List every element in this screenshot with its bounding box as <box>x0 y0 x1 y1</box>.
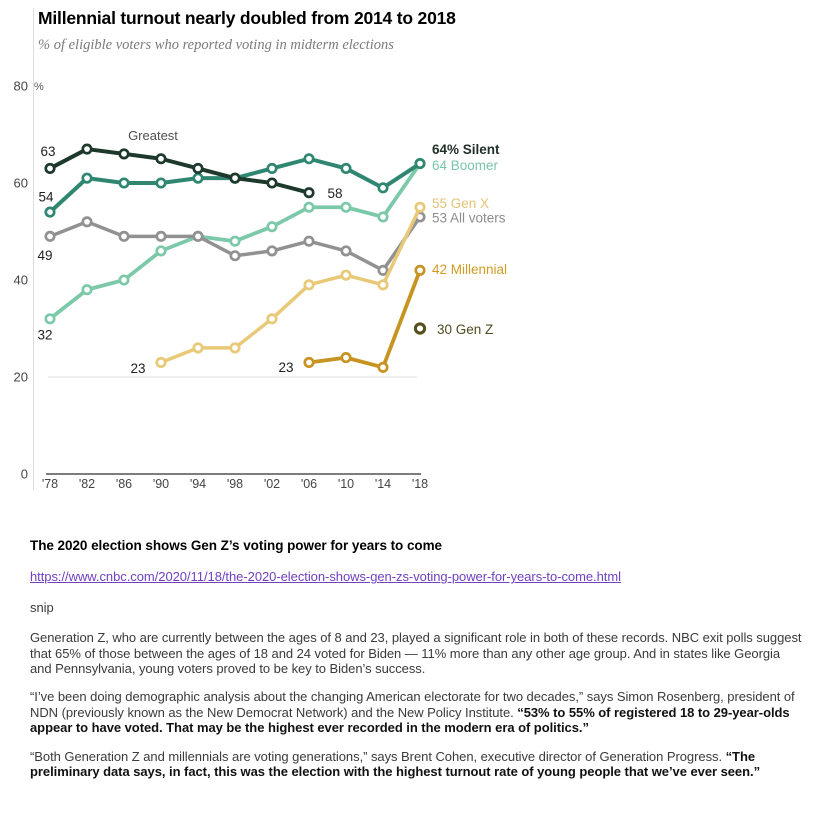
data-point-silent <box>342 164 350 172</box>
data-point-gen-z <box>415 324 424 333</box>
data-point-boomer <box>231 237 239 245</box>
x-tick-label: '98 <box>226 477 244 491</box>
data-point-gen-x <box>305 281 313 289</box>
legend-label-gen-x: 55 Gen X <box>432 195 490 211</box>
data-point-boomer <box>379 213 387 221</box>
data-point-silent <box>379 184 387 192</box>
data-point-silent <box>157 179 165 187</box>
legend-label-gen-z: 30 Gen Z <box>437 322 494 337</box>
data-point-silent <box>268 164 276 172</box>
article-paragraph-2 <box>30 689 802 735</box>
data-point-boomer <box>268 222 276 230</box>
data-point-millennial <box>342 353 350 361</box>
article-paragraph-3 <box>30 749 802 780</box>
y-tick-label: 40 <box>13 272 28 288</box>
x-tick-label: '94 <box>189 477 207 491</box>
value-label-all-voters: 49 <box>37 247 53 263</box>
x-tick-label: '78 <box>41 477 59 491</box>
data-point-all-voters <box>268 247 276 255</box>
x-tick-label: '90 <box>152 477 170 491</box>
x-tick-label: '06 <box>300 477 318 491</box>
data-point-greatest <box>120 150 128 158</box>
legend-label-boomer: 64 Boomer <box>432 158 499 174</box>
data-point-all-voters <box>157 232 165 240</box>
data-point-gen-x <box>416 203 424 211</box>
series-millennial <box>278 262 507 375</box>
data-point-gen-x <box>194 344 202 352</box>
data-point-all-voters <box>120 232 128 240</box>
value-label-millennial: 23 <box>278 359 294 375</box>
data-point-boomer <box>157 247 165 255</box>
series-annotation-greatest: Greatest <box>128 128 178 143</box>
article-heading: The 2020 election shows Gen Z’s voting power for years to come <box>30 538 443 553</box>
data-point-boomer <box>83 286 91 294</box>
article-paragraph-1: Generation Z, who are currently between the ages of 8 and 23, played a significant role in both of these records. NBC exit polls suggest that 65% of those between the ages of 18 and 24 voted for Biden — 11% more than any other age group. And in states like Georgia and Pennsylvania, young voters proved to be key to Biden’s success. <box>30 630 802 677</box>
series-greatest <box>40 128 342 201</box>
data-point-greatest <box>305 189 313 197</box>
quote-rosenberg-bold: “53% to 55% of registered 18 to 29-year-olds appear to have voted. That may be the highest ever recorded in the modern era of politics.” <box>30 704 790 736</box>
article <box>30 538 802 792</box>
data-point-greatest <box>157 155 165 163</box>
data-point-greatest <box>46 164 54 172</box>
data-point-silent <box>194 174 202 182</box>
data-point-millennial <box>379 363 387 371</box>
data-point-boomer <box>342 203 350 211</box>
line-chart-svg <box>0 62 540 507</box>
quote-cohen-bold: “The preliminary data says, in fact, this was the election with the highest turnout rate of young people that we’ve ever seen.” <box>30 748 761 780</box>
series-gen-z <box>415 322 493 337</box>
data-point-silent <box>305 155 313 163</box>
y-tick-label: 20 <box>13 369 28 385</box>
legend-label-all-voters: 53 All voters <box>432 210 506 226</box>
data-point-all-voters <box>83 218 91 226</box>
data-point-silent <box>46 208 54 216</box>
data-point-millennial <box>305 358 313 366</box>
quote-rosenberg-normal: “I’ve been doing demographic analysis about the changing American electorate for two decades,” says Simon Rosenberg, president of NDN (previously known as the New Democrat Network) and the New Policy Institute. <box>30 689 795 720</box>
legend-label-silent: 64% Silent <box>432 142 500 158</box>
data-point-millennial <box>416 266 424 274</box>
value-label-silent: 54 <box>38 189 54 205</box>
x-tick-label: '02 <box>263 477 281 491</box>
legend-label-millennial: 42 Millennial <box>432 261 508 277</box>
x-tick-label: '82 <box>78 477 96 491</box>
y-tick-label: 0 <box>20 466 28 482</box>
data-point-all-voters <box>46 232 54 240</box>
value-label-gen-x: 23 <box>130 360 146 376</box>
data-point-greatest <box>268 179 276 187</box>
x-tick-label: '10 <box>337 477 355 491</box>
data-point-boomer <box>46 315 54 323</box>
data-point-boomer <box>120 276 128 284</box>
value-label-greatest: 63 <box>40 143 56 159</box>
data-point-all-voters <box>379 266 387 274</box>
y-axis-unit-label: % <box>34 81 44 93</box>
x-tick-label: '86 <box>115 477 133 491</box>
data-point-all-voters <box>194 232 202 240</box>
data-point-all-voters <box>231 252 239 260</box>
data-point-gen-x <box>157 358 165 366</box>
article-link[interactable]: https://www.cnbc.com/2020/11/18/the-2020-election-shows-gen-zs-voting-power-for-years-to-come.html <box>30 569 621 585</box>
article-snip: snip <box>30 599 54 615</box>
data-point-all-voters <box>305 237 313 245</box>
data-point-silent <box>120 179 128 187</box>
data-point-gen-x <box>342 271 350 279</box>
data-point-boomer <box>305 203 313 211</box>
data-point-gen-x <box>231 344 239 352</box>
data-point-silent <box>83 174 91 182</box>
data-point-gen-x <box>268 315 276 323</box>
value-label-greatest: 58 <box>327 186 343 202</box>
data-point-greatest <box>231 174 239 182</box>
x-tick-label: '18 <box>411 477 429 491</box>
quote-cohen-normal: “Both Generation Z and millennials are voting generations,” says Brent Cohen, executive director of Generation Progress. <box>30 748 726 764</box>
data-point-all-voters <box>342 247 350 255</box>
x-tick-label: '14 <box>374 477 392 491</box>
data-point-gen-x <box>379 281 387 289</box>
chart-subtitle: % of eligible voters who reported voting in midterm elections <box>38 37 394 53</box>
data-point-greatest <box>83 145 91 153</box>
chart-title: Millennial turnout nearly doubled from 2014 to 2018 <box>38 8 456 28</box>
value-label-boomer: 32 <box>37 327 53 343</box>
y-tick-label: 60 <box>13 175 28 191</box>
data-point-greatest <box>194 164 202 172</box>
data-point-silent <box>416 159 424 167</box>
y-tick-label: 80 <box>13 78 28 94</box>
